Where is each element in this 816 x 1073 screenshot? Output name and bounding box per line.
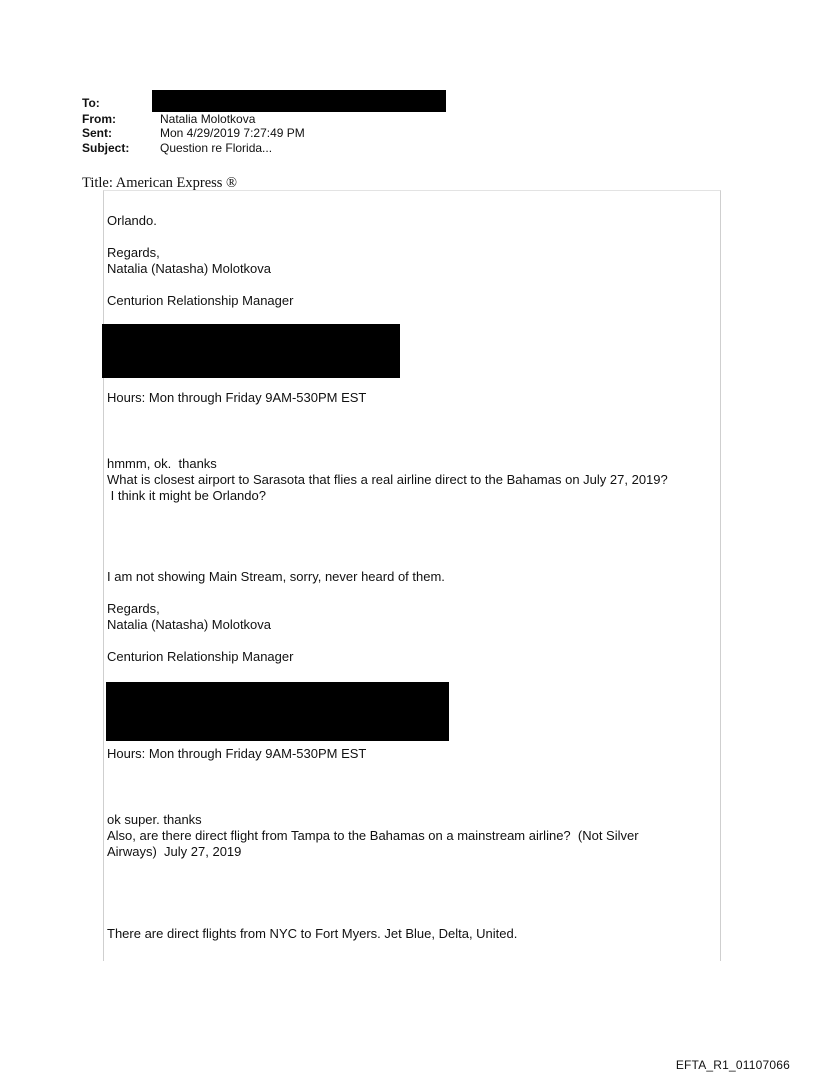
msg1-regards: Regards, xyxy=(107,245,160,260)
msg3-body: I am not showing Main Stream, sorry, never heard of them. xyxy=(107,569,445,584)
from-value: Natalia Molotkova xyxy=(160,112,256,126)
msg5-body: There are direct flights from NYC to Fort Myers. Jet Blue, Delta, United. xyxy=(107,926,518,941)
msg3-signature-name: Natalia (Natasha) Molotkova xyxy=(107,617,272,632)
redaction-signature-1 xyxy=(102,324,400,378)
msg1-hours: Hours: Mon through Friday 9AM-530PM EST xyxy=(107,390,367,405)
redaction-recipient xyxy=(152,90,446,112)
msg3-regards: Regards, xyxy=(107,601,160,616)
from-label: From: xyxy=(82,112,116,126)
msg1-body: Orlando. xyxy=(107,213,157,228)
msg4-line-1: ok super. thanks xyxy=(107,812,202,827)
msg2-line-2: What is closest airport to Sarasota that flies a real airline direct to the Bahamas on July 27, 2019? xyxy=(107,472,668,487)
msg1-signature-name: Natalia (Natasha) Molotkova xyxy=(107,261,272,276)
subject-value: Question re Florida... xyxy=(160,141,273,155)
msg2-line-3: I think it might be Orlando? xyxy=(107,488,266,503)
to-label: To: xyxy=(82,96,100,110)
document-title-line: Title: American Express ® xyxy=(82,175,238,191)
msg3-signature-role: Centurion Relationship Manager xyxy=(107,649,294,664)
msg1-signature-role: Centurion Relationship Manager xyxy=(107,293,294,308)
msg2-line-1: hmmm, ok. thanks xyxy=(107,456,217,471)
msg4-line-3: Airways) July 27, 2019 xyxy=(107,844,242,859)
document-id: EFTA_R1_01107066 xyxy=(675,1058,790,1072)
subject-label: Subject: xyxy=(82,141,130,155)
sent-value: Mon 4/29/2019 7:27:49 PM xyxy=(160,126,305,140)
sent-label: Sent: xyxy=(82,126,112,140)
msg3-hours: Hours: Mon through Friday 9AM-530PM EST xyxy=(107,746,367,761)
msg4-line-2: Also, are there direct flight from Tampa to the Bahamas on a mainstream airline? (Not Silver xyxy=(107,828,639,843)
redaction-signature-2 xyxy=(106,682,449,741)
